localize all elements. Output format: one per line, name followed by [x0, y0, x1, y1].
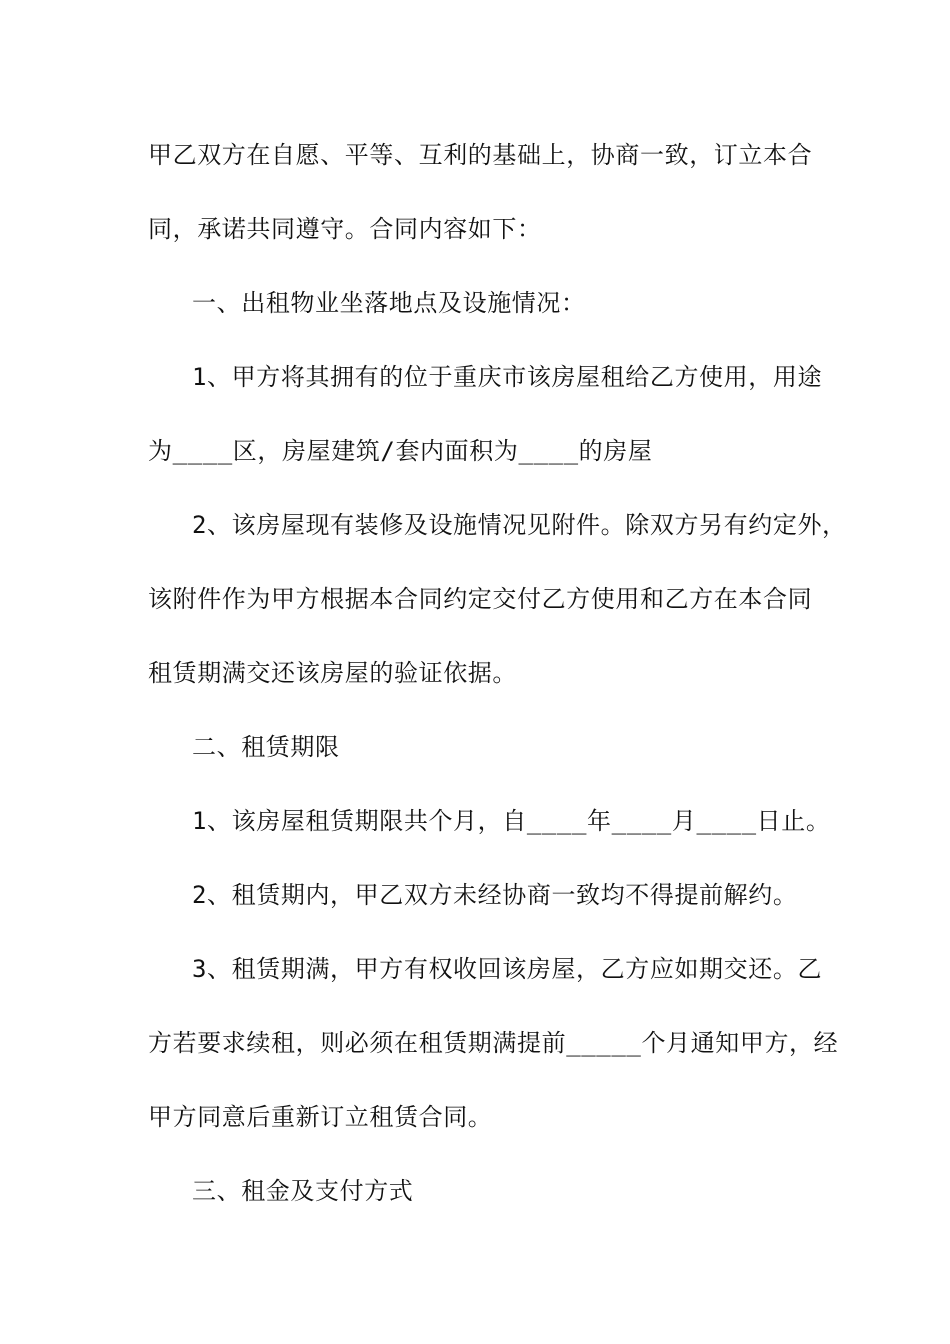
clause-2-3-line-1: 3、租赁期满，甲方有权收回该房屋，乙方应如期交还。乙: [192, 955, 823, 983]
clause-1-1-line-1: 1、甲方将其拥有的位于重庆市该房屋租给乙方使用，用途: [192, 363, 823, 391]
clause-1-2-line-1: 2、该房屋现有装修及设施情况见附件。除双方另有约定外，: [192, 511, 847, 539]
section-heading-1: 一、出租物业坐落地点及设施情况：: [192, 289, 586, 317]
clause-1-2-line-3: 租赁期满交还该房屋的验证依据。: [148, 659, 517, 687]
paragraph-intro-line-2: 同，承诺共同遵守。合同内容如下：: [148, 215, 542, 243]
clause-1-2-line-2: 该附件作为甲方根据本合同约定交付乙方使用和乙方在本合同: [148, 585, 813, 613]
clause-1-1-line-2: 为____区，房屋建筑/套内面积为____的房屋: [148, 437, 653, 465]
section-heading-2: 二、租赁期限: [192, 733, 340, 761]
section-heading-3: 三、租金及支付方式: [192, 1177, 414, 1205]
clause-2-2: 2、租赁期内，甲乙双方未经协商一致均不得提前解约。: [192, 881, 798, 909]
paragraph-intro-line-1: 甲乙双方在自愿、平等、互利的基础上，协商一致，订立本合: [148, 141, 813, 169]
clause-2-3-line-2: 方若要求续租，则必须在租赁期满提前_____个月通知甲方，经: [148, 1029, 839, 1057]
clause-2-1: 1、该房屋租赁期限共个月，自____年____月____日止。: [192, 807, 831, 835]
clause-2-3-line-3: 甲方同意后重新订立租赁合同。: [148, 1103, 493, 1131]
